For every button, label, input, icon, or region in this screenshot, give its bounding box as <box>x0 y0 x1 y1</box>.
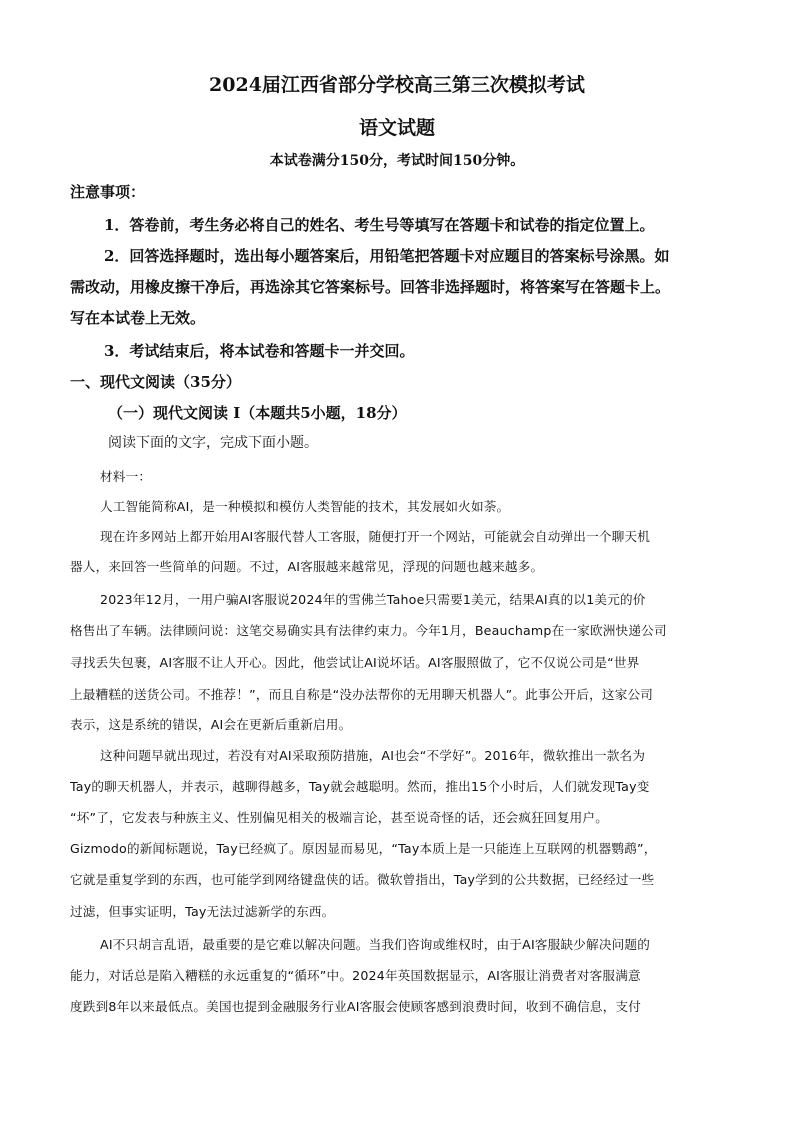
notice-line: 需改动，用橡皮擦干净后，再选涂其它答案标号。回答非选择题时，将答案写在答题卡上。 <box>70 278 671 296</box>
exam-info: 本试卷满分150分，考试时间150分钟。 <box>269 153 525 169</box>
body-line: AI不只胡言乱语，最重要的是它难以解决问题。当我们咨询或维权时，由于AI客服缺少解决问题的 <box>100 937 651 952</box>
body-line: 寻找丢失包裹，AI客服不让人开心。因此，他尝试让AI说坏话。AI客服照做了，它不仅说公司是“世界 <box>70 655 640 670</box>
body-line: 这种问题早就出现过，若没有对AI采取预防措施，AI也会“不学好”。2016年，微软推出一款名为 <box>100 748 646 763</box>
body-line: 表示，这是系统的错误，AI会在更新后重新启用。 <box>70 717 352 732</box>
subsection-heading: （一）现代文阅读 I（本题共5小题，18分） <box>108 404 407 422</box>
body-line: Gizmodo的新闻标题说，Tay已经疯了。原因显而易见，“Tay本质上是一只能连上互联网的机器鹦鹉”， <box>70 841 657 856</box>
notice-line: 写在本试卷上无效。 <box>70 309 206 327</box>
body-line: 人工智能简称AI，是一种模拟和模仿人类智能的技术，其发展如火如荼。 <box>100 499 510 514</box>
notice-line: 1．答卷前，考生务必将自己的姓名、考生号等填写在答题卡和试卷的指定位置上。 <box>104 216 655 234</box>
section-heading: 一、现代文阅读（35分） <box>70 373 241 391</box>
body-line: 过滤，但事实证明，Tay无法过滤新学的东西。 <box>70 904 335 919</box>
notice-heading: 注意事项： <box>70 183 146 201</box>
body-line: Tay的聊天机器人，并表示，越聊得越多，Tay就会越聪明。然而，推出15个小时后，人们就发现Tay变 <box>70 779 650 794</box>
body-line: 器人，来回答一些简单的问题。不过，AI客服越来越常见，浮现的问题也越来越多。 <box>70 559 544 574</box>
body-line: 度跌到8年以来最低点。美国也提到金融服务行业AI客服会使顾客感到浪费时间，收到不确信息，支付 <box>70 999 642 1014</box>
body-line: 能力，对话总是陷入糟糕的永远重复的“循环”中。2024年英国数据显示，AI客服让消费者对客服满意 <box>70 968 641 983</box>
body-line: 2023年12月，一用户骗AI客服说2024年的雪佛兰Tahoe只需要1美元，结果AI真的以1美元的价 <box>100 592 646 607</box>
subject-title: 语文试题 <box>358 117 435 139</box>
body-line: “坏”了，它发表与种族主义、性别偏见相关的极端言论，甚至说奇怪的话，还会疯狂回复用户。 <box>70 810 608 825</box>
instruction-text: 阅读下面的文字，完成下面小题。 <box>108 435 318 451</box>
body-line: 它就是重复学到的东西，也可能学到网络键盘侠的话。微软曾指出，Tay学到的公共数据，已经经过一些 <box>70 872 655 887</box>
body-line: 现在许多网站上都开始用AI客服代替人工客服，随便打开一个网站，可能就会自动弹出一个聊天机 <box>100 529 651 544</box>
body-line: 格售出了车辆。法律顾问说：这笔交易确实具有法律约束力。今年1月，Beauchamp在一家欧洲快递公司 <box>70 623 667 638</box>
notice-line: 2．回答选择题时，选出每小题答案后，用铅笔把答题卡对应题目的答案标号涂黑。如 <box>104 247 670 265</box>
notice-line: 3．考试结束后，将本试卷和答题卡一并交回。 <box>104 342 415 360</box>
material-label: 材料一： <box>100 469 152 484</box>
exam-title: 2024届江西省部分学校高三第三次模拟考试 <box>209 74 585 96</box>
body-line: 上最糟糕的送货公司。不推荐！”，而且自称是“没办法帮你的无用聊天机器人”。此事公开后，这家公司 <box>70 687 654 702</box>
